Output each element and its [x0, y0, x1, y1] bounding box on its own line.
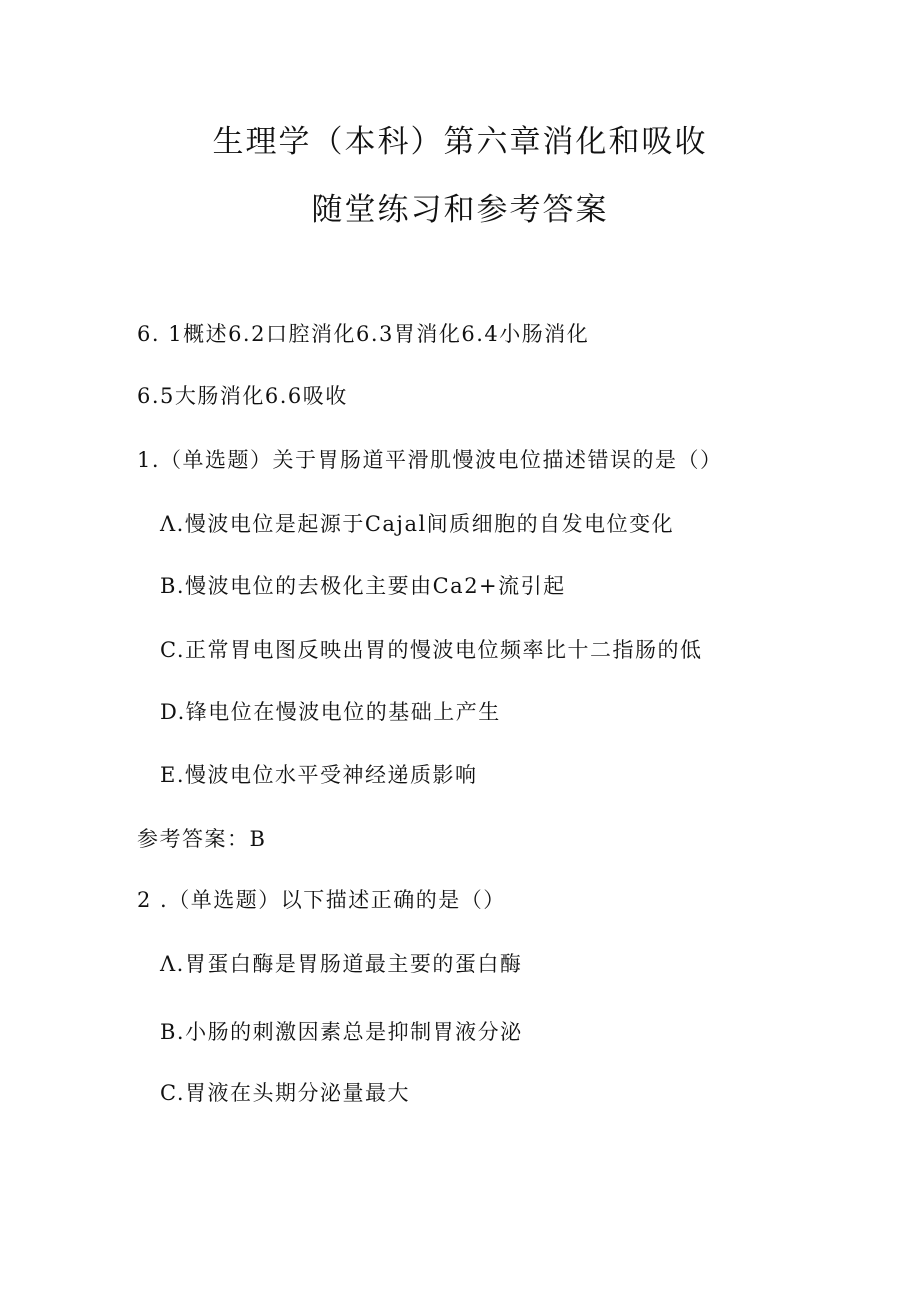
question-2-stem: 2 .（单选题）以下描述正确的是（）: [137, 888, 506, 912]
question-1-option-d: D.锋电位在慢波电位的基础上产生: [160, 700, 501, 724]
document-title: 生理学（本科）第六章消化和吸收: [212, 124, 708, 160]
question-1-answer: 参考答案：B: [137, 827, 267, 851]
question-1-option-b: B.慢波电位的去极化主要由Ca2+流引起: [160, 574, 566, 598]
question-1-option-c: C.正常胃电图反映出胃的慢波电位频率比十二指肠的低: [160, 638, 703, 662]
question-2-option-c: C.胃液在头期分泌量最大: [160, 1081, 410, 1105]
section-list-line-2: 6.5大肠消化6.6吸收: [137, 384, 348, 408]
question-2-option-a: Λ.胃蛋白酶是胃肠道最主要的蛋白酶: [160, 952, 523, 976]
document-subtitle: 随堂练习和参考答案: [311, 192, 609, 228]
question-2-option-b: B.小肠的刺激因素总是抑制胃液分泌: [160, 1020, 523, 1044]
section-list-line-1: 6. 1概述6.2口腔消化6.3胃消化6.4小肠消化: [137, 322, 590, 346]
question-1-stem: 1.（单选题）关于胃肠道平滑肌慢波电位描述错误的是（）: [137, 448, 723, 472]
question-1-option-a: Λ.慢波电位是起源于Cajal间质细胞的自发电位变化: [160, 512, 675, 536]
question-1-option-e: E.慢波电位水平受神经递质影响: [160, 763, 478, 787]
